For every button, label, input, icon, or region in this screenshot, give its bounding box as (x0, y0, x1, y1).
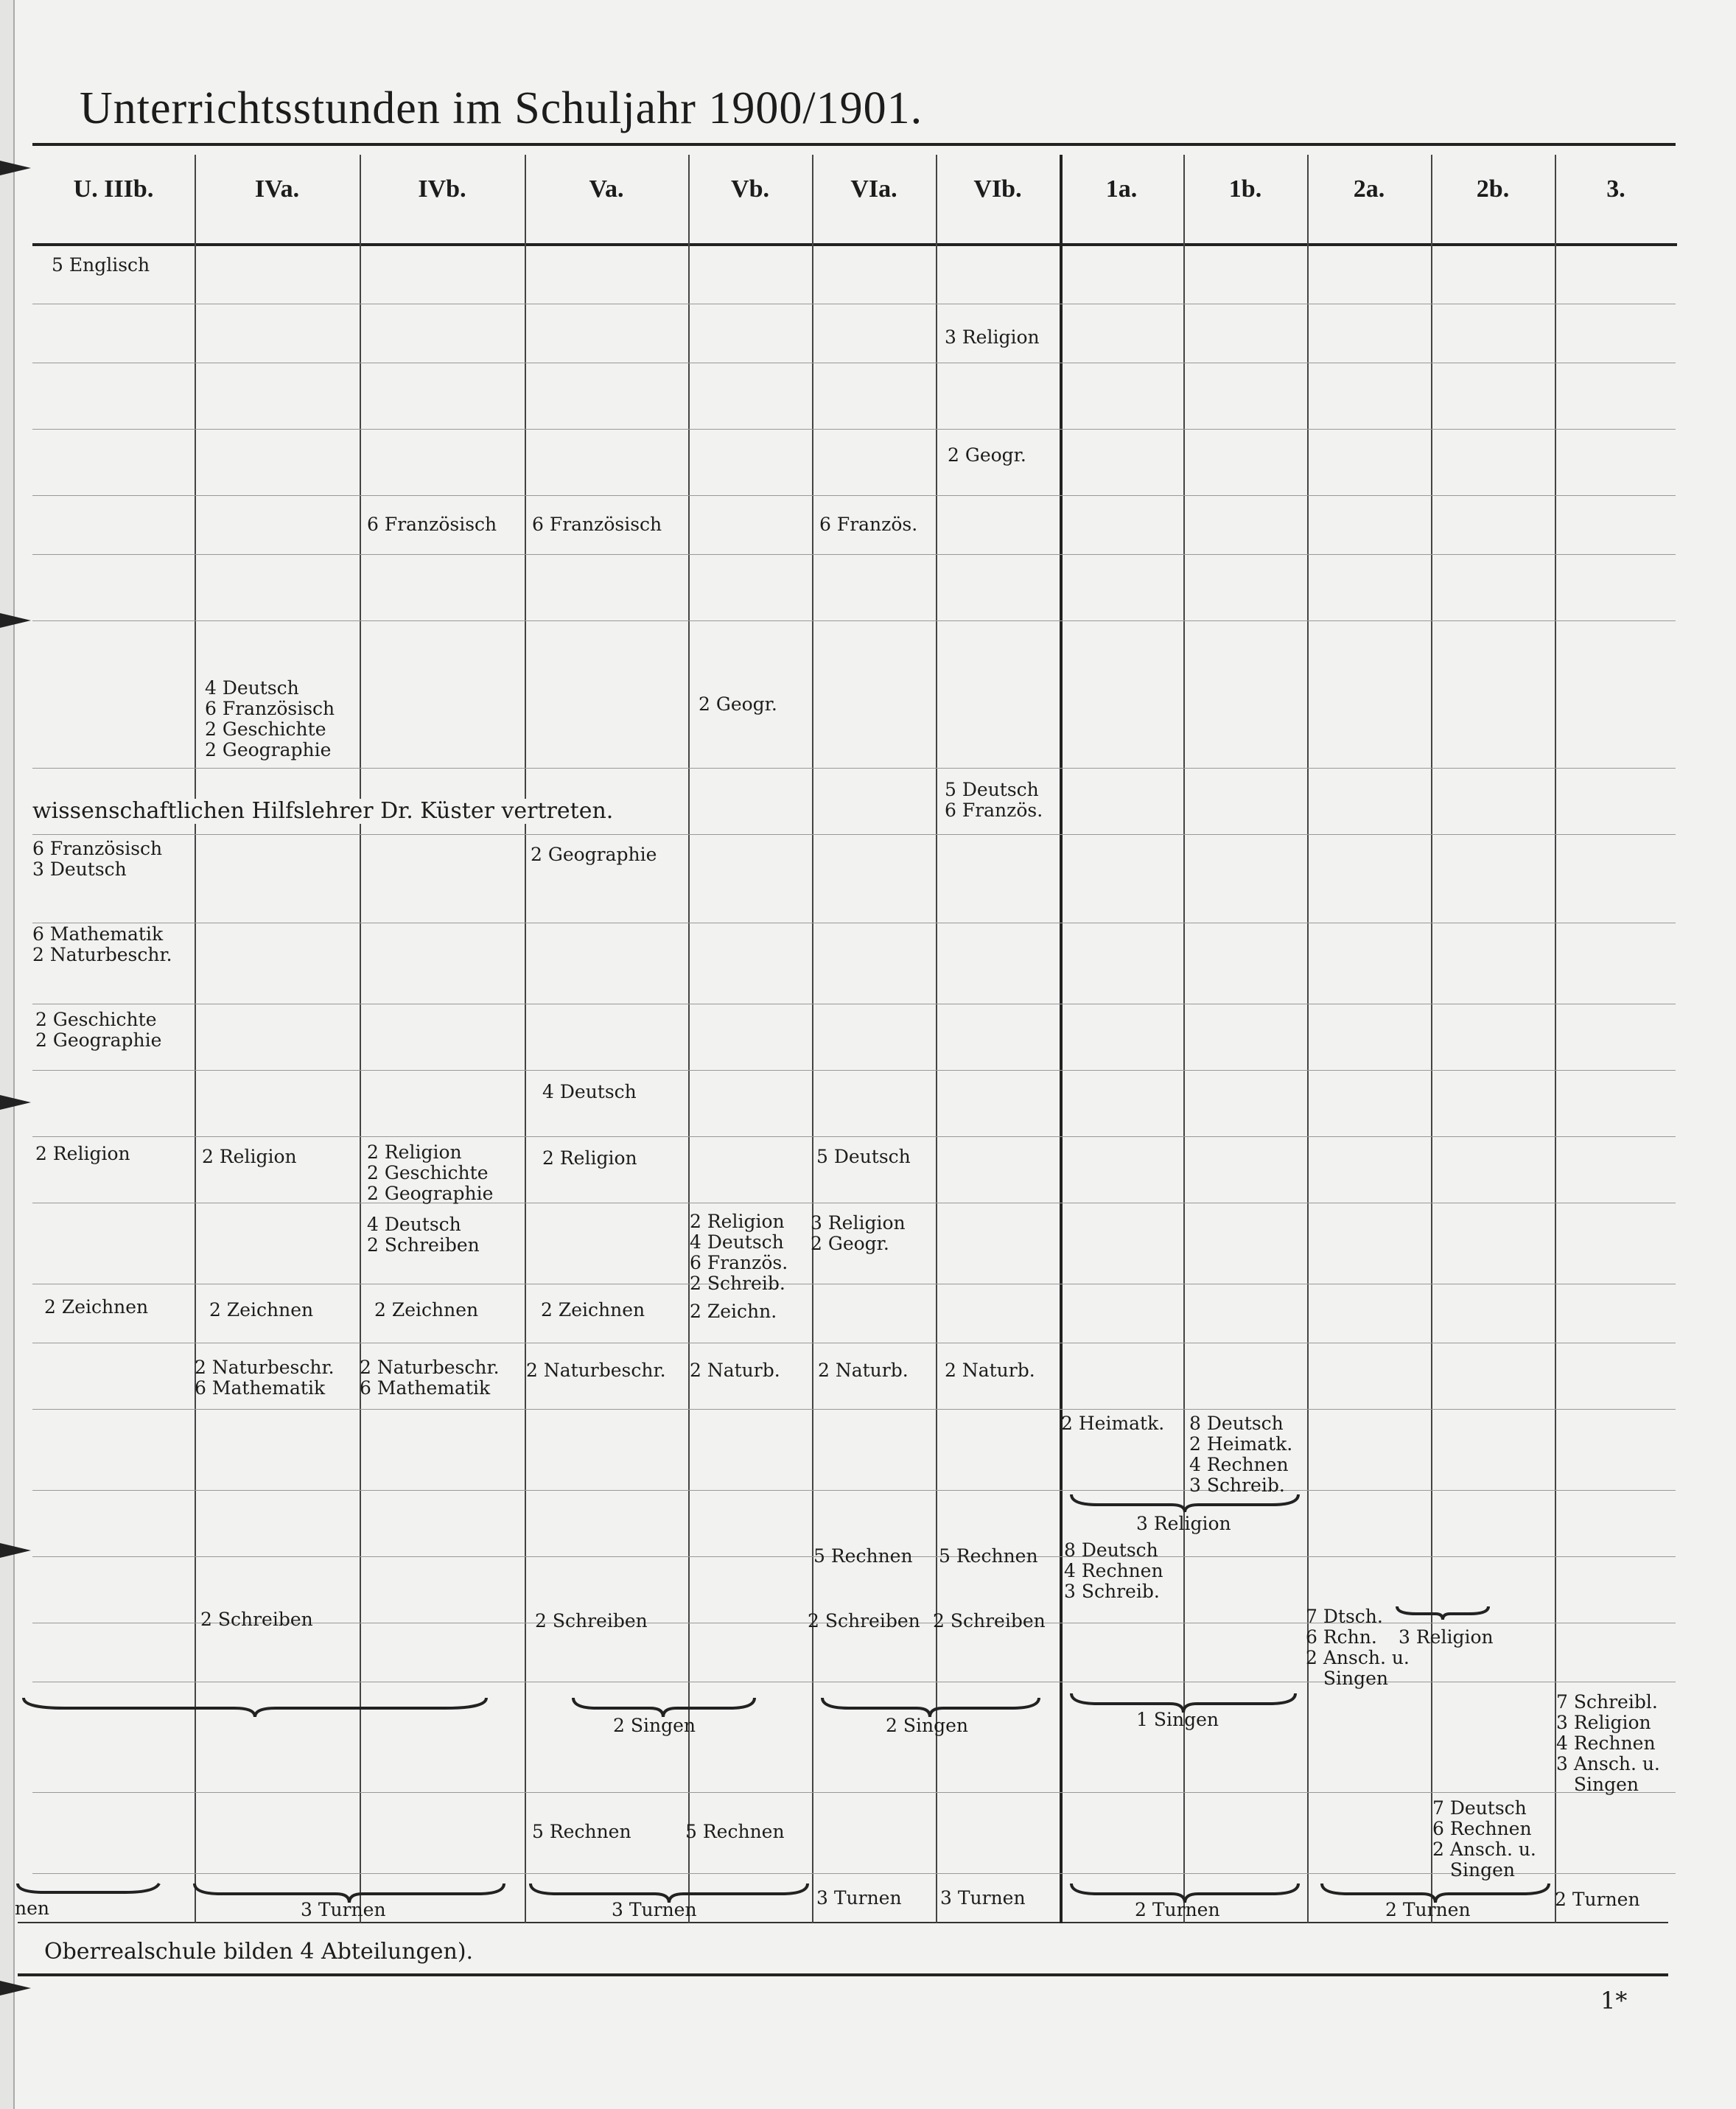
cell: 5 Deutsch (816, 1146, 911, 1167)
cell: 3 Religion 2 Geogr. (811, 1212, 906, 1254)
cell: 2 Geogr. (699, 693, 777, 715)
cell: 2 Schreiben (808, 1610, 920, 1631)
brace-1a-1b-top (1068, 1491, 1301, 1514)
cell: 2 Geogr. (948, 444, 1026, 466)
col-rule (812, 155, 813, 1923)
row-line (32, 1409, 1676, 1410)
cell: 7 Dtsch. 6 Rchn. 2 Ansch. u. Singen (1306, 1606, 1410, 1689)
col-rule (688, 155, 690, 1923)
header-2a: 2a. (1353, 175, 1385, 203)
margin-arrow-icon (0, 1981, 31, 1996)
row-line (32, 1792, 1676, 1793)
cell: 1 Singen (1136, 1709, 1219, 1730)
cell: 4 Deutsch (542, 1081, 637, 1102)
header-iva: IVa. (254, 175, 300, 203)
row-line (32, 1136, 1676, 1137)
page-number: 1* (1600, 1987, 1628, 2015)
cell: 5 Deutsch 6 Französ. (945, 779, 1043, 821)
cell: 2 Naturbeschr. 6 Mathematik (360, 1357, 500, 1399)
cell: 2 Schreiben (535, 1610, 648, 1631)
cell: 2 Turnen (1385, 1899, 1471, 1920)
row-line (32, 1873, 1676, 1874)
cell: 2 Zeichnen (541, 1299, 645, 1321)
cell: 2 Zeichnen (209, 1299, 314, 1321)
cell: 4 Deutsch 2 Schreiben (367, 1214, 480, 1256)
header-vb: Vb. (731, 175, 769, 203)
header-via: VIa. (850, 175, 897, 203)
cell: 2 Turnen (1555, 1889, 1640, 1910)
row-line (32, 495, 1676, 496)
margin-arrow-icon (0, 613, 31, 628)
footer-text: Oberrealschule bilden 4 Abteilungen). (44, 1939, 474, 1965)
col-rule (360, 155, 361, 1923)
cell: 2 Naturb. (690, 1360, 780, 1381)
cell: 5 Rechnen (939, 1545, 1038, 1567)
cell: 2 Naturbeschr. (526, 1360, 666, 1381)
row-line (32, 1490, 1676, 1491)
cell: 2 Naturb. (945, 1360, 1035, 1381)
cell: 8 Deutsch 4 Rechnen 3 Schreib. (1064, 1539, 1163, 1602)
cell: 2 Turnen (1135, 1899, 1220, 1920)
col-rule (1431, 155, 1432, 1923)
cell: 6 Französisch 3 Deutsch (32, 838, 163, 880)
cell: 2 Singen (886, 1715, 968, 1736)
bottom-rule (18, 1922, 1668, 1923)
cell: 7 Schreibl. 3 Religion 4 Rechnen 3 Ansch. u. Singen (1556, 1691, 1660, 1795)
cell: 3 Turnen (940, 1887, 1026, 1909)
cell: 2 Religion (35, 1143, 130, 1164)
cell: 2 Naturb. (818, 1360, 909, 1381)
cell: 5 Rechnen (813, 1545, 913, 1567)
row-line (32, 554, 1676, 555)
cell: 6 Mathematik 2 Naturbeschr. (32, 923, 172, 965)
note-text: wissenschaftlichen Hilfslehrer Dr. Küster vertreten. (32, 799, 619, 824)
cell: 2 Schreiben (200, 1609, 313, 1630)
cell: 6 Französisch (532, 514, 662, 535)
header-ivb: IVb. (418, 175, 466, 203)
margin-arrow-icon (0, 1543, 31, 1558)
cell: 4 Deutsch 6 Französisch 2 Geschichte 2 Geographie (205, 677, 335, 760)
cell: 2 Zeichnen (44, 1296, 149, 1318)
col-rule (525, 155, 526, 1923)
brace-uiiib-ivb (21, 1695, 492, 1720)
cell: 5 Rechnen (685, 1821, 785, 1842)
cell: 6 Französisch (367, 514, 497, 535)
cell: 2 Zeichnen (374, 1299, 479, 1321)
header-vib: VIb. (973, 175, 1022, 203)
header-1b: 1b. (1228, 175, 1262, 203)
top-rule (32, 143, 1676, 146)
cell: 2 Singen (613, 1715, 696, 1736)
cell: 3 Turnen (612, 1899, 697, 1920)
cell: 2 Geographie (531, 844, 657, 865)
cell: 2 Schreiben (933, 1610, 1046, 1631)
header-1a: 1a. (1105, 175, 1138, 203)
header-3: 3. (1606, 175, 1625, 203)
cell: 8 Deutsch 2 Heimatk. 4 Rechnen 3 Schreib. (1189, 1413, 1293, 1496)
page-title: Unterrichtsstunden im Schuljahr 1900/1901. (80, 83, 923, 133)
margin-arrow-icon (0, 1095, 31, 1110)
header-va: Va. (589, 175, 624, 203)
brace-2a-2b (1394, 1603, 1491, 1621)
col-rule (1555, 155, 1556, 1923)
cell: 7 Deutsch 6 Rechnen 2 Ansch. u. Singen (1432, 1797, 1536, 1881)
cell: 3 Religion (945, 326, 1040, 348)
cell: 2 Religion 4 Deutsch 6 Französ. 2 Schreib. (690, 1211, 788, 1294)
cell: 2 Geschichte 2 Geographie (35, 1009, 162, 1051)
cell: 2 Religion 2 Geschichte 2 Geographie (367, 1141, 494, 1204)
cell: 3 Religion (1399, 1626, 1494, 1648)
cell: 3 Turnen (816, 1887, 902, 1909)
cell: 3 Turnen (301, 1899, 386, 1920)
row-line (32, 834, 1676, 835)
col-rule (1183, 155, 1185, 1923)
cell: 5 Rechnen (532, 1821, 631, 1842)
footer-rule (18, 1973, 1668, 1976)
cell: 2 Religion (542, 1147, 637, 1169)
cell: nen (15, 1898, 49, 1919)
header-2b: 2b. (1476, 175, 1510, 203)
row-line (32, 768, 1676, 769)
cell: 5 Englisch (52, 254, 150, 276)
header-uiiib: U. IIIb. (73, 175, 154, 203)
cell: 2 Zeichn. (690, 1301, 777, 1322)
cell: 2 Religion (202, 1146, 297, 1167)
col-divider-main (1060, 155, 1063, 1923)
cell: 2 Naturbeschr. 6 Mathematik (195, 1357, 335, 1399)
row-line (32, 620, 1676, 621)
margin-arrow-icon (0, 161, 31, 175)
page-edge (0, 0, 15, 2109)
cell: 2 Heimatk. (1061, 1413, 1165, 1434)
cell: 6 Französ. (819, 514, 918, 535)
col-rule (936, 155, 937, 1923)
col-rule (195, 155, 196, 1923)
row-line (32, 1070, 1676, 1071)
cell: 3 Religion (1136, 1513, 1231, 1534)
row-line (32, 429, 1676, 430)
